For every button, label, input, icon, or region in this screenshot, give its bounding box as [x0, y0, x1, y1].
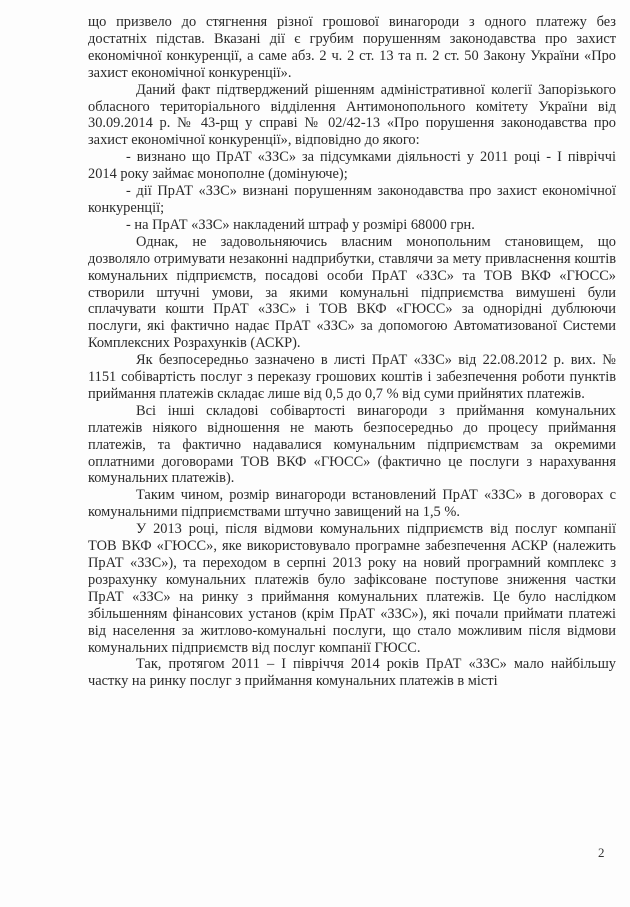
paragraph-other-costs: Всі інші складові собівартості винагороди з приймання комунальних платежів ніякого відношення не мають безпосередньо до процесу приймання платежів, та фактично надавалися комунальним підприємствам за окремими оплатними договорами ТОВ ВКФ «ГЮСС» (фактично це послуги з нарахування комунальних платежів). — [88, 402, 616, 487]
paragraph-market-share: Так, протягом 2011 – I півріччя 2014 років ПрАТ «ЗЗС» мало найбільшу частку на ринку послуг з приймання комунальних платежів в місті — [88, 656, 616, 690]
paragraph-continuation: що призвело до стягнення різної грошової винагороди з одного платежу без достатніх підстав. Вказані дії є грубим порушенням законодавства про захист економічної конкуренції, а саме абз. 2 ч. 2 ст. 13 та п. 2 ст. 50 Закону України «Про захист економічної конкуренції». — [88, 14, 616, 81]
paragraph-overstated-fee: Таким чином, розмір винагороди встановлений ПрАТ «ЗЗС» в договорах с комунальними підприємствами штучно завищений на 1,5 %. — [88, 487, 616, 521]
paragraph-2013-decline: У 2013 році, після відмови комунальних підприємств від послуг компанії ТОВ ВКФ «ГЮСС», яке використовувало програмне забезпечення АСКР (належить ПрАТ «ЗЗС»), та переходом в серпні 2013 року на новий програмний комплекс з розрахунку комунальних платежів було зафіксоване поступове зниження частки ПрАТ «ЗЗС» на ринку з приймання комунальних платежів. Це було наслідком збільшенням фінансових установ (крім ПрАТ «ЗЗС»), які почали приймати платежі від населення за житлово-комунальні послуги, що стало можливим після відмови комунальних підприємств від послуг компанії ГЮСС. — [88, 521, 616, 656]
document-body — [88, 14, 616, 690]
list-item-fine: - на ПрАТ «ЗЗС» накладений штраф у розмірі 68000 грн. — [126, 216, 475, 233]
list-item-monopoly: - визнано що ПрАТ «ЗЗС» за підсумками діяльності у 2011 році - I півріччі 2014 року займає монополне (домінуюче); — [88, 149, 616, 183]
page-number: 2 — [598, 845, 605, 860]
paragraph-cost-letter: Як безпосередньо зазначено в листі ПрАТ «ЗЗС» від 22.08.2012 р. вих. № 1151 собівартість послуг з переказу грошових коштів і забезпечення роботи пунктів приймання платежів складає лише від 0,5 до 0,7 % від суми прийнятих платежів. — [88, 352, 616, 402]
list-item-violation: - дії ПрАТ «ЗЗС» визнані порушенням законодавства про захист економічної конкуренції; — [88, 183, 616, 216]
paragraph-artificial-conditions: Однак, не задовольняючись власним монопольним становищем, що дозволяло отримувати незаконні надприбутки, ставлячи за мету привласнення коштів комунальних підприємств, посадові особи ПрАТ «ЗЗС» та ТОВ ВКФ «ГЮСС» створили штучні умови, за якими комунальні підприємства вимушені були сплачувати кошти ПрАТ «ЗЗС» і ТОВ ВКФ «ГЮСС» за однорідні дублюючи послуги, які фактично надає ПрАТ «ЗЗС» за допомогою Автоматизованої Системи Комплексних Розрахунків (АСКР). — [88, 233, 616, 352]
paragraph-decision: Даний факт підтверджений рішенням адміністративної колегії Запорізького обласного територіального відділення Антимонопольного комітету України від 30.09.2014 р. № 43-рщ у справі № 02/42-13 «Про порушення законодавства про захист економічної конкуренції», відповідно до якого: — [88, 81, 616, 149]
